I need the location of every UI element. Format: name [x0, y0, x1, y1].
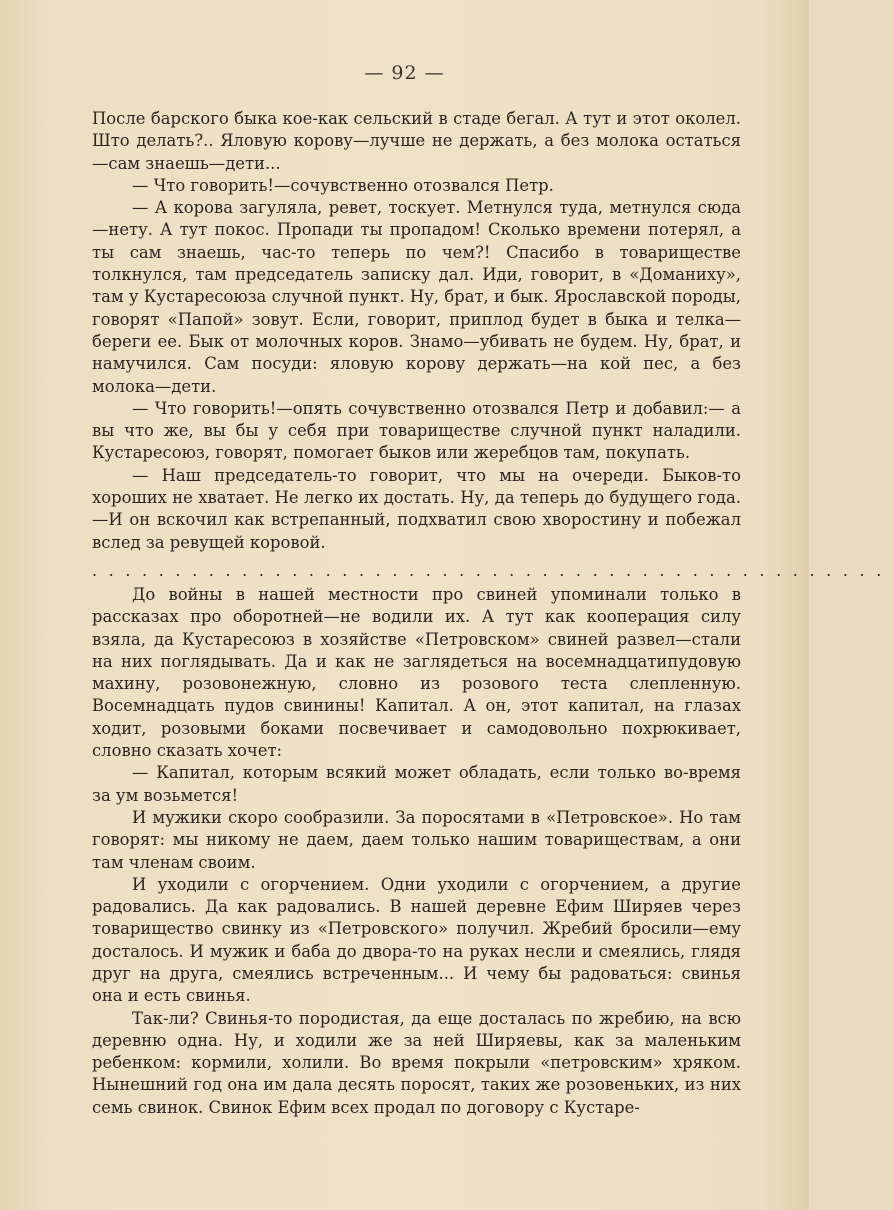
paragraph-10: Так-ли? Свинья-то породистая, да еще досталась по жребию, на всю деревню одна. Ну, и ходили же за ней Ширяевы, как за маленьким ребенком: кормили, холили. Во время покрыли «петровским» хряком. Нынешний год она им дала десять поросят, таких же розовеньких, из них семь свинок. Свинок Ефим всех продал по договору с Кустаре-	[92, 1008, 741, 1117]
paragraph-2: — Что говорить!—сочувственно отозвался Петр.	[132, 175, 554, 195]
page-number: — 92 —	[364, 62, 445, 84]
paragraph-8: И мужики скоро сообразили. За поросятами в «Петровское». Но там говорят: мы никому не даем, даем только нашим товариществам, а они там членам своим.	[92, 807, 741, 872]
paragraph-1: После барского быка кое-как сельский в стаде бегал. А тут и этот околел. Што делать?.. Яловую корову—лучше не держать, а без молока остаться—сам знаешь—дети...	[92, 109, 741, 173]
paragraph-4: — Что говорить!—опять сочувственно отозвался Петр и добавил:— а вы что же, вы бы у себя при товариществе случной пункт наладили. Кустаресоюз, говорят, помогает быков или жеребцов там, покупать.	[92, 398, 741, 463]
paragraph-9: И уходили с огорчением. Одни уходили с огорчением, а другие радовались. Да как радовались. В нашей деревне Ефим Ширяев через товарищество свинку из «Петровского» получил. Жребий бросили—ему досталось. И мужик и баба до двора-то на руках несли и смеялись, глядя друг на друга, смеялись встреченным... И чему бы радоваться: свинья она и есть свинья.	[92, 874, 741, 1006]
paragraph-5: — Наш председатель-то говорит, что мы на очереди. Быков-то хороших не хватает. Не легко их достать. Ну, да теперь до будущего года.—И он вскочил как встрепанный, подхватил свою хворостину и побежал вслед за ревущей коровой.	[92, 465, 741, 552]
paragraph-3: — А корова загуляла, ревет, тоскует. Метнулся туда, метнулся сюда—нету. А тут покос. Пропади ты пропадом! Сколько времени потерял, а ты сам знаешь, час-то теперь по чем?! Спасибо в товариществе толкнулся, там председатель записку дал. Иди, говорит, в «Доманиху», там у Кустаресоюза случной пункт. Ну, брат, и бык. Ярославской породы, говорят «Папой» зовут. Если, говорит, приплод будет в быка и телка—береги ее. Бык от молочных коров. Знамо—убивать не будем. Ну, брат, и намучился. Сам посуди: яловую корову держать—на кой пес, а без молока—дети.	[92, 198, 741, 396]
section-separator: ................................................	[92, 560, 893, 580]
paragraph-6: До войны в нашей местности про свиней упоминали только в рассказах про оборотней—не водили их. А тут как кооперация силу взяла, да Кустаресоюз в хозяйстве «Петровском» свиней развел—стали на них поглядывать. Да и как не заглядеться на восемнадцатипудовую махину, розовонежную, словно из розового теста слепленную. Восемнадцать пудов свинины! Капитал. А он, этот капитал, на глазах ходит, розовыми боками посвечивает и самодовольно похрюкивает, словно сказать хочет:	[92, 584, 741, 761]
paragraph-7: — Капитал, которым всякий может обладать, если только во-время за ум возьмется!	[92, 763, 741, 805]
page-body	[92, 108, 893, 1119]
